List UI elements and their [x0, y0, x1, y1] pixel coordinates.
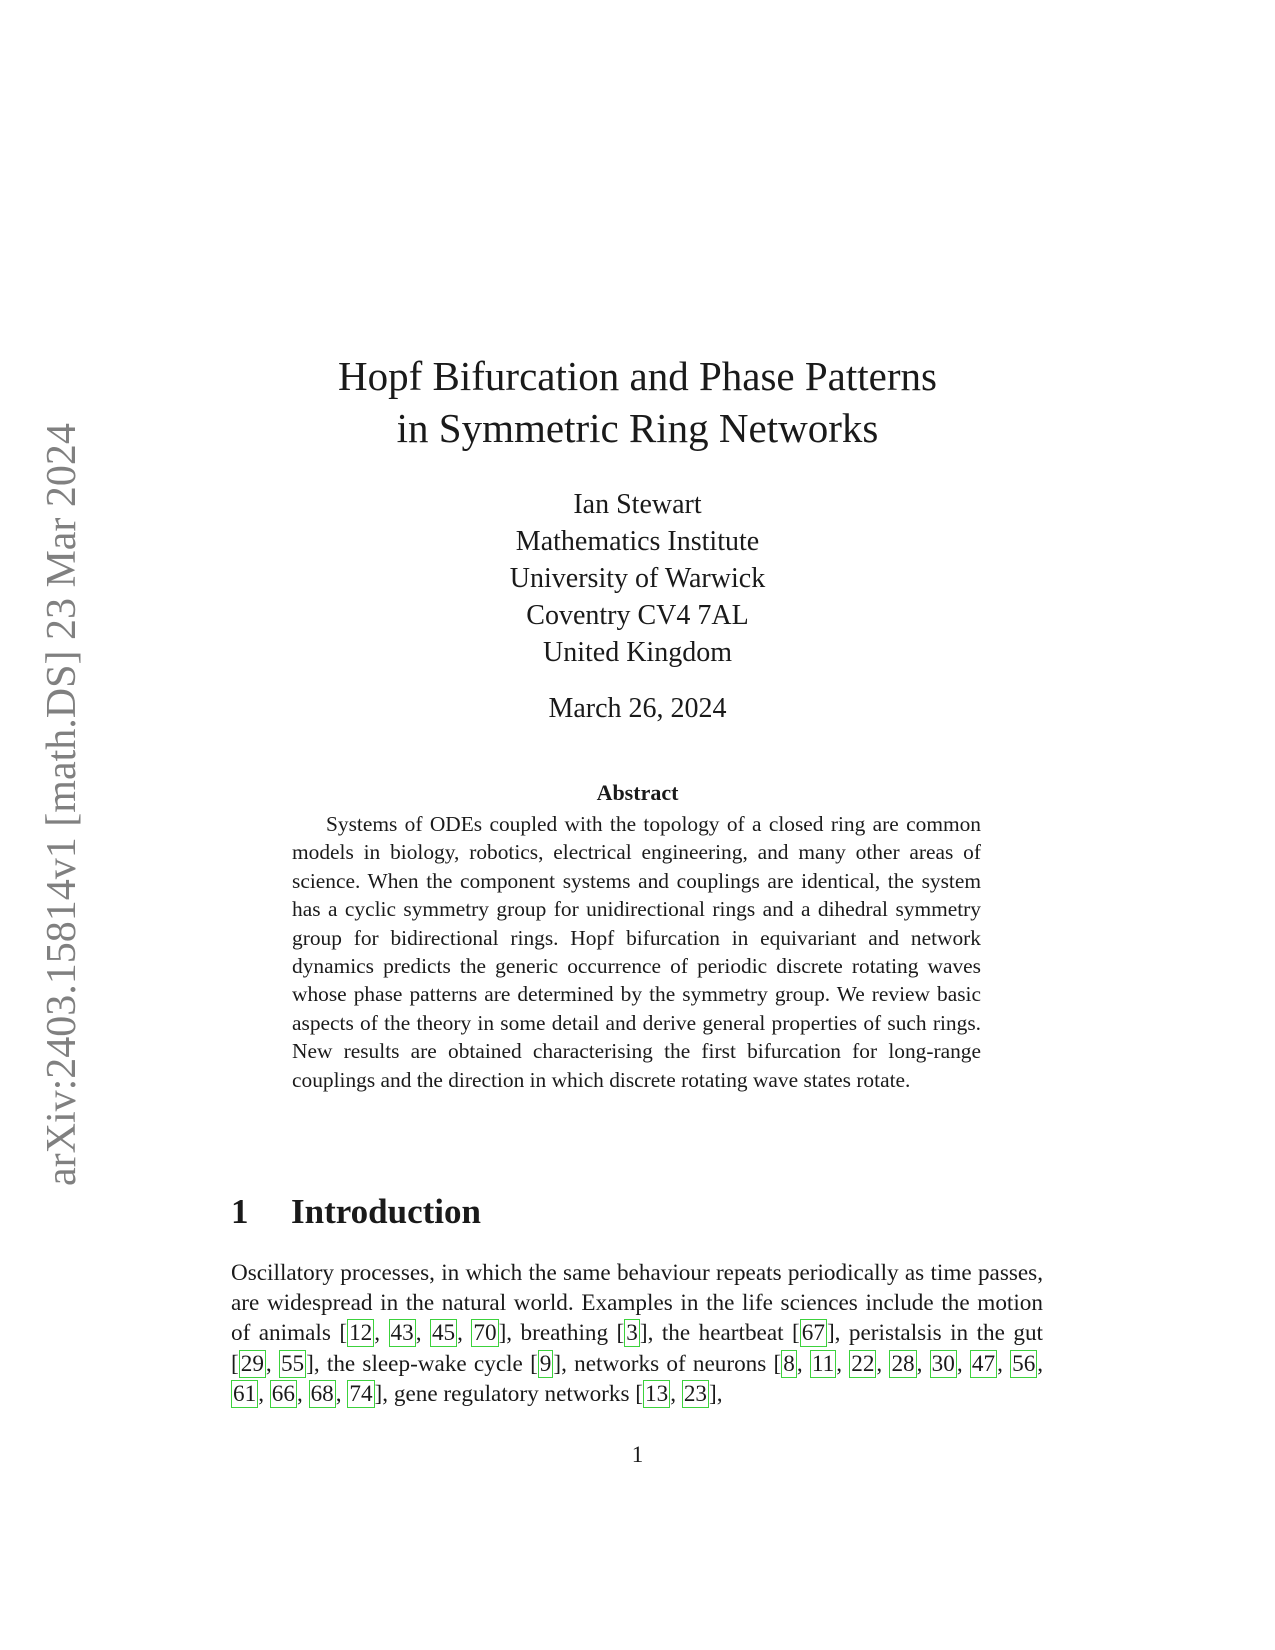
- paper-title: [0, 350, 1275, 454]
- citation-link[interactable]: 74: [349, 1380, 373, 1407]
- affiliation-line: University of Warwick: [509, 563, 766, 594]
- citation-separator: ,: [457, 1320, 472, 1347]
- section-title: Introduction: [291, 1192, 481, 1231]
- author-block: [0, 486, 1275, 671]
- citation-separator: ,: [258, 1380, 270, 1407]
- citation-link[interactable]: 9: [539, 1350, 552, 1377]
- citation-link[interactable]: 8: [783, 1350, 795, 1377]
- affiliation-line: Mathematics Institute: [515, 526, 760, 557]
- affiliation-line: Coventry CV4 7AL: [526, 600, 749, 631]
- citation-link[interactable]: 3: [626, 1320, 638, 1347]
- citation-group-breathing: [624, 1319, 640, 1347]
- author-name: Ian Stewart: [573, 489, 702, 520]
- intro-text: [231, 1258, 1043, 1409]
- abstract-text: Systems of ODEs coupled with the topology of a closed ring are common models in biology, robotics, electrical engineering, and many other areas of science. When the component systems and couplings are identical, the system has a cyclic symmetry group for unidirectional rings and a dihedral symmetry group for bidirectional rings. Hopf bifurcation in equivariant and network dynamics predicts the generic occurrence of periodic discrete rotating waves whose phase patterns are determined by the symmetry group. We review basic aspects of the theory in some detail and derive general properties of such rings. New results are obtained characterising the first bifurcation for long-range couplings and the direction in which discrete rotating wave states rotate.: [292, 812, 981, 1092]
- citation-group-heartbeat: [800, 1319, 827, 1347]
- citation-link[interactable]: 30: [931, 1350, 955, 1377]
- abstract-body: [292, 810, 981, 1094]
- title-line-1: Hopf Bifurcation and Phase Patterns: [338, 353, 937, 399]
- citation-link[interactable]: 23: [683, 1380, 707, 1407]
- title-line-2: in Symmetric Ring Networks: [396, 405, 879, 451]
- abstract-heading: Abstract: [596, 780, 679, 805]
- section-heading: [231, 1192, 481, 1232]
- citation-separator: ,: [1037, 1350, 1044, 1377]
- text-run: ], peristalsis in the gut [: [231, 1320, 1044, 1377]
- section-number: 1: [231, 1192, 249, 1231]
- citation-link[interactable]: 13: [645, 1380, 669, 1407]
- citation-link[interactable]: 61: [233, 1380, 257, 1407]
- citation-separator: ,: [670, 1380, 682, 1407]
- citation-separator: ,: [374, 1320, 389, 1347]
- citation-separator: ,: [335, 1380, 348, 1407]
- arxiv-stamp: arXiv:2403.15814v1 [math.DS] 23 Mar 2024: [39, 423, 85, 1186]
- citation-separator: ,: [296, 1380, 309, 1407]
- affiliation-line: United Kingdom: [543, 637, 732, 668]
- text-run: ], gene regulatory networks [: [374, 1380, 644, 1407]
- citation-link[interactable]: 29: [240, 1350, 264, 1377]
- citation-separator: ,: [415, 1320, 430, 1347]
- text-run: Oscillatory processes, in which the same behaviour repeats periodically as time passes, are widespread in the natural world. Examples in the life sciences include the motion of animals [: [231, 1260, 1043, 1347]
- citation-group-animals: [347, 1319, 499, 1347]
- citation-separator: ,: [956, 1350, 970, 1377]
- citation-link[interactable]: 12: [349, 1320, 373, 1347]
- citation-link[interactable]: 22: [851, 1350, 875, 1377]
- citation-separator: ,: [796, 1350, 810, 1377]
- citation-group-gut: [239, 1350, 306, 1378]
- citation-group-gene: [643, 1380, 709, 1408]
- citation-separator: ,: [916, 1350, 930, 1377]
- text-run: ],: [709, 1380, 723, 1407]
- citation-link[interactable]: 67: [801, 1320, 825, 1347]
- citation-link[interactable]: 55: [280, 1350, 305, 1377]
- text-run: ], the heartbeat [: [639, 1320, 800, 1347]
- citation-separator: ,: [876, 1350, 890, 1377]
- citation-separator: ,: [836, 1350, 850, 1377]
- citation-link[interactable]: 45: [431, 1320, 456, 1347]
- page-number: 1: [631, 1442, 644, 1467]
- citation-separator: ,: [265, 1350, 279, 1377]
- text-run: ], networks of neurons [: [553, 1350, 782, 1377]
- citation-link[interactable]: 68: [310, 1380, 334, 1407]
- citation-link[interactable]: 47: [971, 1350, 996, 1377]
- intro-paragraph: [231, 1258, 1043, 1409]
- citation-link[interactable]: 28: [891, 1350, 915, 1377]
- text-run: ], breathing [: [498, 1320, 625, 1347]
- paper-date: March 26, 2024: [548, 693, 727, 724]
- text-run: ], the sleep-wake cycle [: [306, 1350, 538, 1377]
- citation-link[interactable]: 43: [390, 1320, 414, 1347]
- citation-group-sleep: [538, 1350, 554, 1378]
- citation-link[interactable]: 11: [811, 1350, 835, 1377]
- citation-link[interactable]: 66: [271, 1380, 295, 1407]
- citation-link[interactable]: 56: [1012, 1350, 1036, 1377]
- citation-link[interactable]: 70: [473, 1320, 497, 1347]
- citation-separator: ,: [997, 1350, 1011, 1377]
